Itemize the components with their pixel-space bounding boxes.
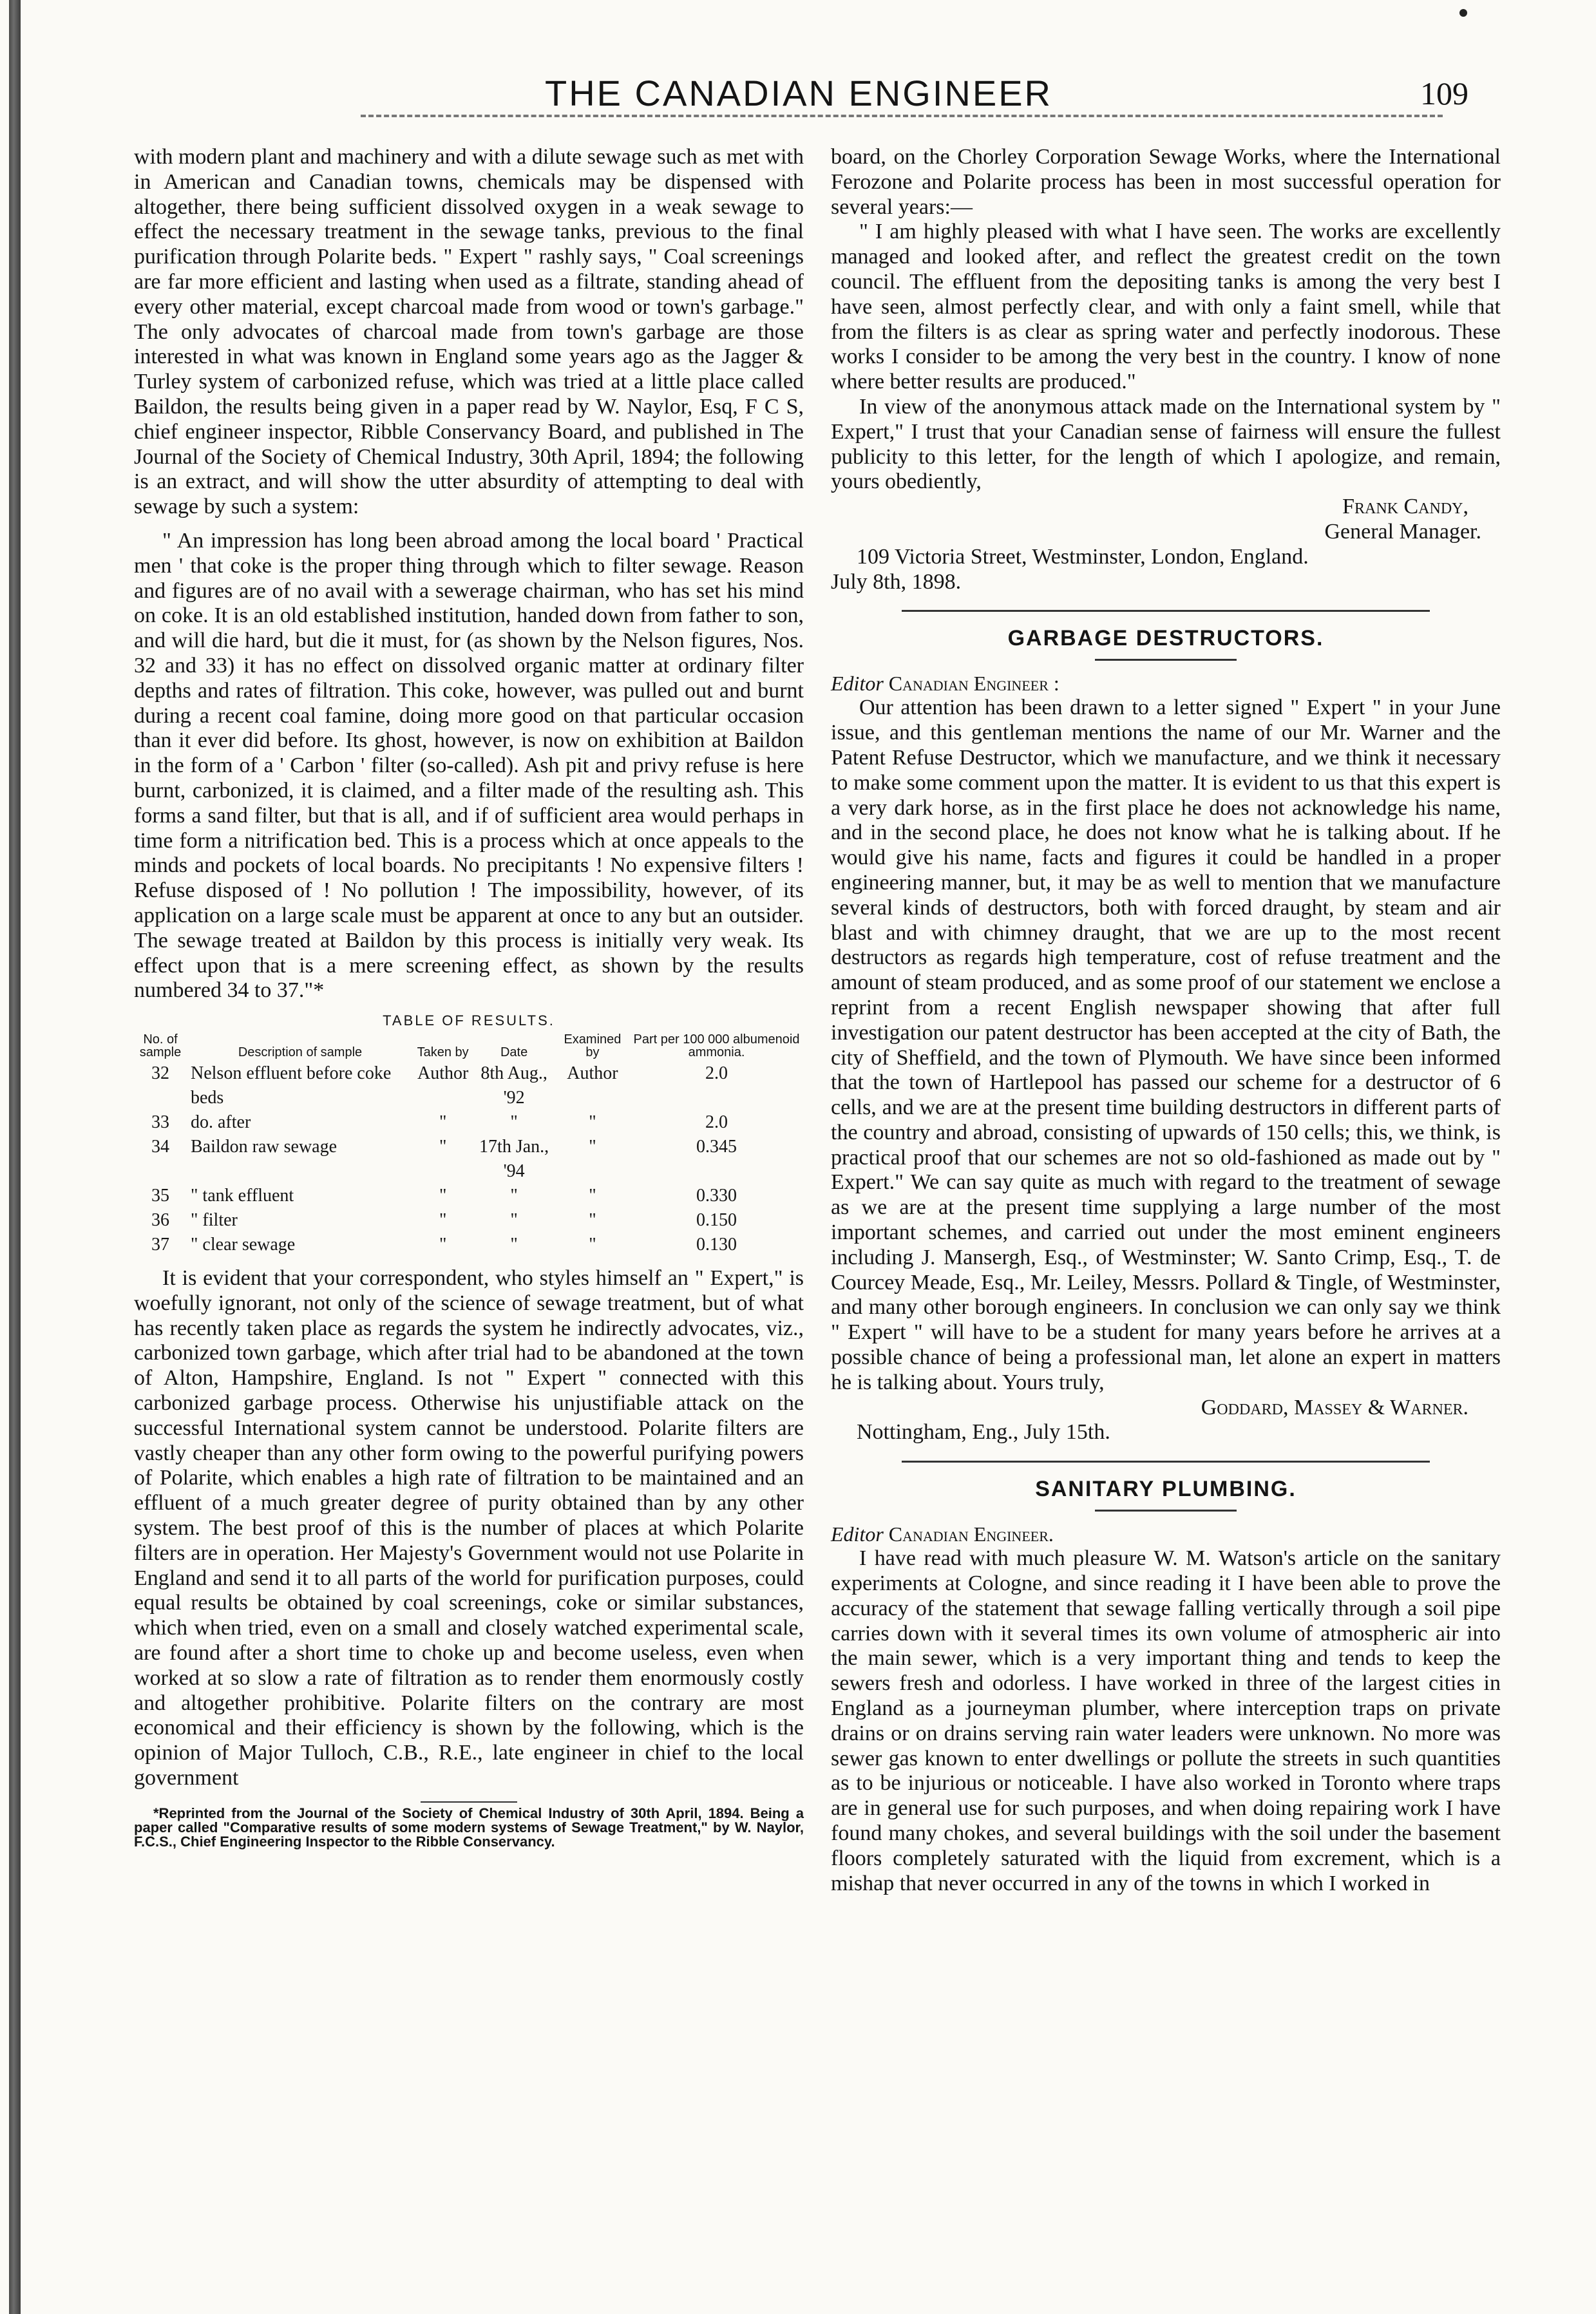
table-row [134, 1233, 804, 1257]
sanitary-plumbing-body: I have read with much pleasure W. M. Watson's article on the sanitary experiments at Cologne, and since reading it I have been able to prove the accuracy of the statement that sewage falling vertically through a soil pipe carries down with it several times its own volume of atmospheric air into the main sewer, which is a very important thing and tends to keep the sewers fresh and odorless. I have worked in three of the largest cities in England as a journeyman plumber, where interception traps on private drains or on drains serving rain water leaders were unknown. No more was sewer gas known to enter dwellings or pollute the streets in such quantities as to be injurious or noticeable. I have also worked in Toronto where traps are in general use for such purposes, and when doing repairing work I have found many chokes, and several buildings with the soil under the basement floors completely saturated with the liquid from excrement, which is a mishap that never occurred in any of the towns in which I worked in [831, 1546, 1501, 1895]
cell-sample-no: 34 [151, 1137, 169, 1157]
cell-ammonia: 2.0 [705, 1112, 728, 1133]
right-paragraph-quote: " I am highly pleased with what I have seen. The works are excellently managed and looked after, and reflect the greatest credit on the town council. The effluent from the depositing tanks is among the very best I have seen, almost perfectly clear, and with only a faint smell, while that from the filters is as clear as spring water and perfectly inodorous. These works I consider to be among the very best in the country. I know of none where better results are produced." [831, 220, 1501, 394]
cell-examined-by: " [589, 1210, 596, 1231]
footnote: *Reprinted from the Journal of the Society of Chemical Industry of 30th April, 1894. Being a paper called "Comparative results of some modern systems of Sewage Treatment," by W. Naylor, F.C.S., Chief Engineering Inspector to the Ribble Conservancy. [134, 1805, 804, 1850]
cell-taken-by: " [439, 1137, 447, 1157]
section-divider [902, 1461, 1430, 1463]
page-header [116, 71, 1481, 129]
left-paragraph-1: with modern plant and machinery and with a dilute sewage such as met with in American and Canadian towns, chemicals may be dispensed with altogether, there being sufficient dissolved oxygen in a weak sewage to effect the necessary treatment in the sewage tanks, previous to the final purification through Polarite beds. " Expert " rashly says, " Coal screenings are far more efficient and lasting when used as a filtrate, standing ahead of every other material, except charcoal made from wood or town's garbage." The only advocates of charcoal made from town's garbage are those interested in what was known in England some years ago as the Jagger & Turley system of carbonized refuse, which was tried at a little place called Baildon, the results being given in a paper read by W. Naylor, Esq, F C S, chief engineer inspector, Ribble Conservancy Board, and published in The Journal of the Society of Chemical Industry, 30th April, 1894; the following is an extract, and will show the utter absurdity of attempting to deal with sewage by such a system: [134, 145, 804, 519]
table-title: TABLE OF RESULTS. [383, 1012, 555, 1029]
sender-address: 109 Victoria Street, Westminster, London, England. [857, 544, 1309, 569]
col-header-sample-no: No. of sample [139, 1032, 182, 1060]
editor-name: Canadian Engineer : [888, 672, 1059, 696]
cell-date: 8th Aug., '92 [480, 1063, 547, 1108]
table-row [134, 1061, 804, 1110]
cell-date: " [510, 1210, 518, 1231]
signature-name: Frank Candy, [1342, 495, 1468, 519]
right-paragraph-3: In view of the anonymous attack made on the International system by " Expert," I trust that your Canadian sense of fairness will ensure the fullest publicity to this letter, for the length of which I apologize, and remain, yours obediently, [831, 394, 1501, 494]
footnote-rule [421, 1801, 517, 1803]
cell-examined-by: " [589, 1137, 596, 1157]
cell-sample-no: 32 [151, 1063, 169, 1084]
signature-name: Goddard, Massey & Warner. [1201, 1395, 1468, 1419]
cell-taken-by: " [439, 1235, 447, 1255]
cell-description: " clear sewage [191, 1235, 296, 1255]
editor-prefix: Editor [831, 672, 884, 696]
cell-description: " filter [191, 1210, 238, 1231]
cell-description: Baildon raw sewage [191, 1137, 337, 1157]
cell-taken-by: " [439, 1112, 447, 1133]
cell-date: 17th Jan., '94 [479, 1137, 549, 1182]
cell-examined-by: Author [567, 1063, 618, 1084]
cell-examined-by: " [589, 1186, 596, 1206]
col-header-taken-by: Taken by [417, 1045, 469, 1060]
page-number: 109 [1420, 75, 1468, 111]
heading-underline [1095, 1510, 1237, 1512]
col-header-description: Description of sample [238, 1045, 363, 1060]
cell-sample-no: 35 [151, 1186, 169, 1206]
cell-date: " [510, 1186, 518, 1206]
page-binding-edge [9, 0, 21, 2314]
cell-taken-by: " [439, 1210, 447, 1231]
col-header-date: Date [500, 1045, 528, 1060]
table-row [134, 1135, 804, 1184]
editor-salutation [831, 1522, 1501, 1546]
cell-examined-by: " [589, 1235, 596, 1255]
left-column [134, 145, 804, 1849]
place-date: Nottingham, Eng., July 15th. [857, 1420, 1110, 1445]
cell-date: " [510, 1112, 518, 1133]
header-rule [361, 115, 1443, 117]
garbage-destructors-body: Our attention has been drawn to a letter signed " Expert " in your June issue, and this gentleman mentions the name of our Mr. Warner and the Patent Refuse Destructor, which we manufacture, and we think it necessary to make some comment upon the matter. It is evident to us that this expert is a very dark horse, as in the first place he does not acknowledge his name, and in the second place, he does not know what he is talking about. If he would give his name, facts and figures it could be handled in a proper engineering manner, but, it may be as well to mention that we manufacture several kinds of destructors, both with forced draught, by steam and air blast and with chimney draught, that we are up to the most recent destructors as regards high temperature, cost of refuse treatment and the amount of steam produced, and as some proof of our statement we enclose a reprint from a recent English newspaper showing that after full investigation our patent destructor has been accepted at the city of Bath, the city of Sheffield, and the town of Plymouth. We have since been informed that the town of Hartlepool has passed our scheme for a destructor of 6 cells, and we are at the present time building destructors in different parts of the country and abroad, consisting of upwards of 150 cells; this, we think, is practical proof that our schemes are not so old-fashioned as made out by " Expert." We can say quite as much with regard to the treatment of sewage as we are at the present time supplying a large number of the most important schemes, and carried out under the most eminent engineers including J. Mansergh, Esq., of Westminster; W. Santo Crimp, Esq., T. de Courcey Meade, Esq., Mr. Leiley, Messrs. Pollard & Tingle, of Westminster, and many other borough engineers. In conclusion we can only say we think " Expert " will have to be a student for many years before he arrives at a possible chance of being a professional man, let alone an expert in matters he is talking about. Yours truly, [831, 696, 1501, 1394]
editor-prefix: Editor [831, 1522, 884, 1546]
table-row [134, 1208, 804, 1233]
cell-sample-no: 37 [151, 1235, 169, 1255]
cell-description: Nelson effluent before coke beds [191, 1063, 392, 1108]
results-table [134, 1033, 804, 1257]
signature-title: General Manager. [1324, 519, 1481, 544]
editor-salutation [831, 671, 1501, 696]
cell-sample-no: 33 [151, 1112, 169, 1133]
col-header-examined-by: Examined by [564, 1032, 622, 1060]
cell-ammonia: 0.130 [696, 1235, 737, 1255]
cell-examined-by: " [589, 1112, 596, 1133]
ink-speck [1459, 9, 1467, 17]
cell-description: do. after [191, 1112, 251, 1133]
cell-sample-no: 36 [151, 1210, 169, 1231]
cell-date: " [510, 1235, 518, 1255]
cell-taken-by: " [439, 1186, 447, 1206]
cell-ammonia: 0.150 [696, 1210, 737, 1231]
table-row [134, 1184, 804, 1208]
section-heading-sanitary-plumbing: SANITARY PLUMBING. [1035, 1477, 1297, 1502]
cell-ammonia: 0.330 [696, 1186, 737, 1206]
left-paragraph-quote: " An impression has long been abroad among the local board ' Practical men ' that coke is the proper thing through which to filter sewage. Reason and figures are of no avail with a sewerage chairman, who has set his mind on coke. It is an old established institution, handed down from father to son, and will die hard, but die it must, for (as shown by the Nelson figures, Nos. 32 and 33) it has no effect on dissolved organic matter at ordinary filter depths and rates of filtration. This coke, however, was pulled out and burnt during a recent coal famine, doing more good on that particular occasion than it ever did before. Its ghost, however, is now on exhibition at Baildon in the form of a ' Carbon ' filter (so-called). Ash pit and privy refuse is here burnt, carbonized, it is claimed, and a filter made of the resulting ash. This forms a sand filter, but that is all, and if of sufficient area would perhaps in time form a nitrification bed. This is a process which at once appeals to the minds and pockets of local boards. No precipitants ! No expensive filters ! Refuse disposed of ! No pollution ! The impossibility, however, of its application on a large scale must be apparent at once to any but an outsider. The sewage treated at Baildon by this process is initially very weak. Its effect upon that is a mere screening effect, as shown by the results numbered 34 to 37."* [134, 528, 804, 1003]
section-heading-garbage-destructors: GARBAGE DESTRUCTORS. [1007, 626, 1324, 651]
cell-ammonia: 2.0 [705, 1063, 728, 1084]
table-header-row [134, 1033, 804, 1061]
cell-ammonia: 0.345 [696, 1137, 737, 1157]
table-row [134, 1110, 804, 1135]
col-header-ammonia: Part per 100 000 albumenoid ammonia. [633, 1032, 800, 1060]
right-column [831, 145, 1501, 1896]
left-paragraph-3: It is evident that your correspondent, who styles himself an " Expert," is woefully ignorant, not only of the science of sewage treatment, but of what has recently taken place as regards the system he indirectly advocates, viz., carbonized town garbage, which after trial had to be abandoned at the town of Alton, Hampshire, England. Is not " Expert " connected with this carbonized garbage process. Otherwise his unjustifiable attack on the successful International system cannot be understood. Polarite filters are vastly cheaper than any other form owing to the powerful purifying powers of Polarite, which enables a high rate of filtration to be maintained and an effluent of a much greater degree of purity obtained than by any other system. The best proof of this is the number of places at which Polarite filters are in operation. Her Majesty's Government would not use Polarite in England and send it to all parts of the world for purification purposes, could equal results be obtained by coal screenings, coke or similar substances, which when tried, even on a small and closely watched experimental scale, are found after a short time to choke up and become useless, even when worked at so slow a rate of filtration as to render them enormously costly and altogether prohibitive. Polarite filters on the contrary are most economical and their efficiency is shown by the following, which is the opinion of Major Tulloch, C.B., R.E., late engineer in chief to the local government [134, 1266, 804, 1790]
cell-taken-by: Author [417, 1063, 469, 1084]
right-paragraph-1: board, on the Chorley Corporation Sewage Works, where the International Ferozone and Polarite process has been in most successful operation for several years:— [831, 145, 1501, 219]
editor-name: Canadian Engineer. [888, 1522, 1054, 1546]
cell-description: " tank effluent [191, 1186, 294, 1206]
journal-title: THE CANADIAN ENGINEER [545, 73, 1052, 113]
letter-date: July 8th, 1898. [831, 569, 962, 594]
section-divider [902, 610, 1430, 612]
heading-underline [1095, 659, 1237, 661]
